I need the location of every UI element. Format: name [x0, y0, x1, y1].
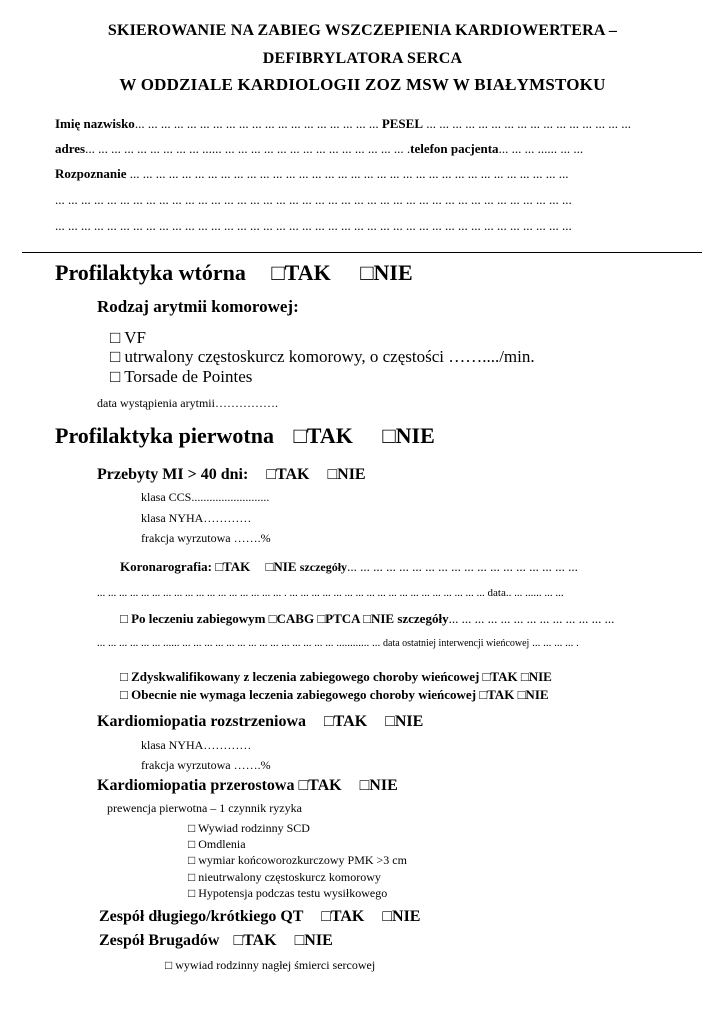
last-intervention-label: data ostatniej interwencji wieńcowej — [383, 638, 530, 649]
option-torsade[interactable]: □ Torsade de Pointes — [110, 367, 253, 386]
mi-nie-checkbox[interactable]: □NIE — [327, 466, 366, 483]
address-field[interactable]: ... ... ... ... ... ... ... ... ... ...... ... ... ... ... ... ... ... ... ... ... ... ... ... ... . — [85, 141, 411, 156]
qt-syndrome-row — [99, 908, 420, 926]
name-field[interactable]: ... ... ... ... ... ... ... ... ... ... ... ... ... ... ... ... ... ... ... — [134, 116, 379, 131]
arrhythmia-date-field[interactable]: data wystąpienia arytmii……………. — [97, 396, 278, 410]
hypertrophic-cardiomyopathy-row — [97, 777, 398, 795]
hypertrophic-tak-checkbox[interactable]: □TAK — [298, 777, 342, 794]
diagnosis-line-2[interactable]: ... ... ... ... ... ... ... ... ... ... ... ... ... ... ... ... ... ... ... ... ... ... ... ... ... ... ... ... ... ... ... ... ... ... ... ... ... ... ... ... — [55, 192, 572, 207]
factor-nsvt[interactable]: □ nieutrwalony częstoskurcz komorowy — [188, 870, 381, 884]
primary-tak-checkbox[interactable]: □TAK — [293, 423, 353, 448]
arrhythmia-type-label: Rodzaj arytmii komorowej: — [97, 297, 299, 316]
patient-address-row — [55, 141, 583, 157]
header-line-3: W ODDZIALE KARDIOLOGII ZOZ MSW W BIAŁYMSTOKU — [119, 75, 606, 94]
dilated-title: Kardiomiopatia rozstrzeniowa — [97, 713, 307, 730]
mi-row — [97, 466, 366, 484]
disqualified-row[interactable]: □ Zdyskwalifikowany z leczenia zabiegowego choroby wieńcowej □TAK □NIE — [120, 669, 552, 684]
surgery-options[interactable]: □CABG □PTCA □NIE — [268, 611, 395, 626]
phone-label: telefon pacjenta — [410, 141, 499, 156]
primary-nie-checkbox[interactable]: □NIE — [382, 423, 435, 448]
primary-prophylaxis-row — [55, 423, 435, 449]
ccs-class-field[interactable]: klasa CCS.......................... — [141, 490, 270, 504]
dilated-nie-checkbox[interactable]: □NIE — [385, 713, 424, 730]
mi-label: Przebyty MI > 40 dni: — [97, 466, 249, 483]
brugada-nie-checkbox[interactable]: □NIE — [294, 932, 333, 949]
secondary-title: Profilaktyka wtórna — [55, 260, 246, 285]
surgery-details-field[interactable]: ... ... ... ... ... ... ... ... ... ... ... ... ... — [448, 611, 615, 626]
brugada-row — [99, 932, 333, 950]
diagnosis-label: Rozpoznanie — [55, 166, 127, 181]
surgery-row — [120, 611, 614, 627]
dilated-nyha-field[interactable]: klasa NYHA………… — [141, 738, 252, 752]
secondary-nie-checkbox[interactable]: □NIE — [360, 260, 413, 285]
brugada-title: Zespół Brugadów — [99, 932, 220, 949]
pesel-label: PESEL — [381, 116, 423, 131]
last-intervention-field[interactable]: ... ... ... ... . — [532, 637, 579, 649]
primary-title: Profilaktyka pierwotna — [55, 423, 274, 448]
dilated-cardiomyopathy-row — [97, 713, 423, 731]
diagnosis-row — [55, 166, 569, 182]
divider — [22, 252, 702, 253]
phone-field[interactable]: ... ... ... ...... ... ... — [498, 141, 584, 156]
coronarography-row — [120, 559, 578, 575]
name-label: Imię nazwisko — [55, 116, 135, 131]
no-need-row[interactable]: □ Obecnie nie wymaga leczenia zabiegowego choroby wieńcowej □TAK □NIE — [120, 687, 549, 702]
qt-nie-checkbox[interactable]: □NIE — [382, 908, 421, 925]
coronarography-tak-checkbox[interactable]: Koronarografia: □TAK — [120, 559, 251, 574]
secondary-tak-checkbox[interactable]: □TAK — [271, 260, 331, 285]
dilated-ef-field[interactable]: frakcja wyrzutowa …….% — [141, 758, 271, 772]
secondary-prophylaxis-row — [55, 260, 413, 286]
diagnosis-field[interactable]: ... ... ... ... ... ... ... ... ... ... ... ... ... ... ... ... ... ... ... ... ... ... ... ... ... ... ... ... ... ... ... ... ... ... — [129, 166, 569, 181]
patient-name-row — [55, 116, 631, 132]
pesel-field[interactable]: ... ... ... ... ... ... ... ... ... ... ... ... ... ... ... ... — [426, 116, 631, 131]
nyha-class-field[interactable]: klasa NYHA………… — [141, 511, 252, 525]
hypertrophic-note: prewencja pierwotna – 1 czynnik ryzyka — [107, 801, 302, 815]
address-label: adres — [55, 141, 86, 156]
brugada-family-history[interactable]: □ wywiad rodzinny nagłej śmierci sercowej — [165, 958, 376, 972]
mi-tak-checkbox[interactable]: □TAK — [266, 466, 310, 483]
header-line-1: SKIEROWANIE NA ZABIEG WSZCZEPIENIA KARDIOWERTERA – — [107, 22, 618, 39]
ejection-fraction-field[interactable]: frakcja wyrzutowa …….% — [141, 531, 271, 545]
qt-title: Zespół długiego/krótkiego QT — [99, 908, 304, 925]
surgery-line-2-field[interactable]: ... ... ... ... ... ... ...... ... ... ... ... ... ... ... ... ... ... ... ... ... ... ............ ... — [97, 637, 381, 649]
option-sustained-vt[interactable]: □ utrwalony częstoskurcz komorowy, o częstości ……..../min. — [110, 347, 535, 366]
coronarography-nie-checkbox[interactable]: □NIE — [265, 559, 297, 574]
hypertrophic-nie-checkbox[interactable]: □NIE — [359, 777, 398, 794]
coronarography-details-label: szczegóły — [299, 560, 348, 574]
qt-tak-checkbox[interactable]: □TAK — [321, 908, 365, 925]
factor-syncope[interactable]: □ Omdlenia — [188, 837, 246, 851]
factor-family-scd[interactable]: □ Wywiad rodzinny SCD — [188, 821, 310, 835]
surgery-line-2 — [97, 637, 579, 649]
hypertrophic-title: Kardiomiopatia przerostowa — [97, 777, 295, 794]
factor-hypotension[interactable]: □ Hypotensja podczas testu wysiłkowego — [188, 886, 388, 900]
coronarography-details-field[interactable]: ... ... ... ... ... ... ... ... ... ... ... ... ... ... ... ... ... ... — [347, 559, 578, 574]
dilated-tak-checkbox[interactable]: □TAK — [324, 713, 368, 730]
coronarography-line-2[interactable]: ... ... ... ... ... ... ... ... ... ... ... ... ... ... ... ... ... . ... ... ... ... ... ... ... ... ... ... ... ... ... ... ... ... ... ... data.. ... ...... ... ... — [97, 587, 564, 599]
diagnosis-line-3[interactable]: ... ... ... ... ... ... ... ... ... ... ... ... ... ... ... ... ... ... ... ... ... ... ... ... ... ... ... ... ... ... ... ... ... ... ... ... ... ... ... ... — [55, 218, 572, 233]
brugada-tak-checkbox[interactable]: □TAK — [233, 932, 277, 949]
surgery-details-label: szczegóły — [397, 611, 449, 626]
surgery-checkbox[interactable]: □ Po leczeniu zabiegowym — [120, 611, 266, 626]
option-vf[interactable]: □ VF — [110, 328, 146, 347]
factor-lv-dimension[interactable]: □ wymiar końcoworozkurczowy PMK >3 cm — [188, 853, 407, 867]
header-line-2: DEFIBRYLATORA SERCA — [262, 50, 463, 67]
